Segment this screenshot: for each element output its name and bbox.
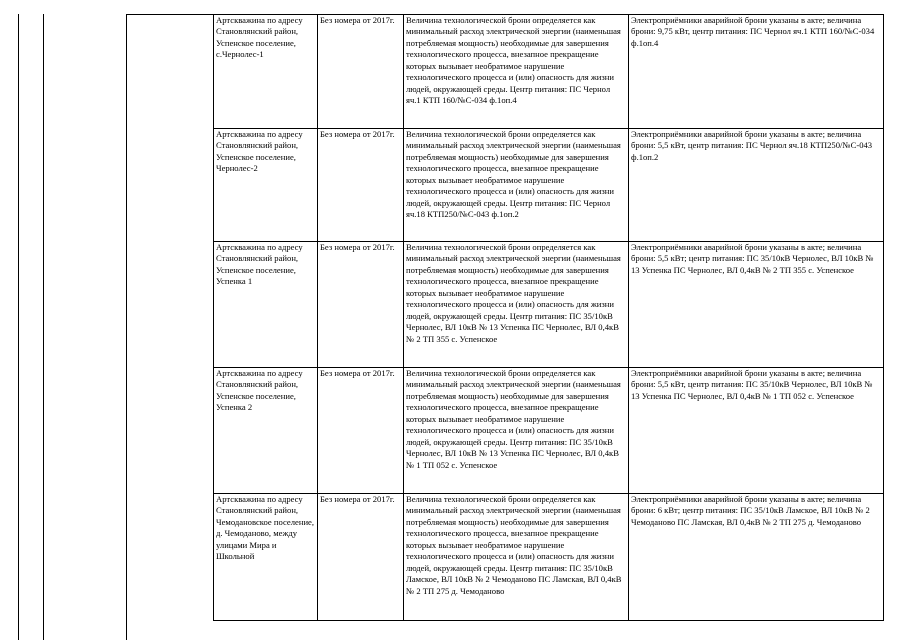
description-cell: Величина технологической брони определяется как минимальный расход электрической энергии (наименьшая потребляемая мощность) необходимые для завершения технологического процесса, внезапное прекращение которых вызывает необратимое нарушение технологического процесса и (или) опасность для жизни людей, окружающей среды. Центр питания: ПС Чернол яч.1 КТП 160/№С-034 ф.1оп.4: [404, 15, 629, 129]
left-column-border-1: [18, 14, 19, 640]
object-cell: Артскважина по адресу Становлянский район, Успенское поселение, Успенка 2: [214, 368, 318, 494]
notes-cell: Электроприёмники аварийной брони указаны в акте; величина брони: 5,5 кВт, центр питания: ПС Чернол яч.18 КТП250/№С-043 ф.1оп.2: [629, 129, 884, 242]
left-column-border-2: [43, 14, 44, 640]
number-cell: Без номера от 2017г.: [318, 368, 404, 494]
notes-cell: Электроприёмники аварийной брони указаны в акте; величина брони: 5,5 кВт; центр питания: ПС 35/10кВ Чернолес, ВЛ 10кВ № 13 Успенка ПС Чернолес, ВЛ 0,4кВ № 2 ТП 355 с. Успенское: [629, 242, 884, 368]
left-column-border-3: [126, 14, 127, 640]
table-row: [214, 129, 884, 242]
object-cell: Артскважина по адресу Становлянский район, Чемодановское поселение, д. Чемоданово, между улицами Мира и Школьной: [214, 494, 318, 621]
description-cell: Величина технологической брони определяется как минимальный расход электрической энергии (наименьшая потребляемая мощность) необходимые для завершения технологического процесса, внезапное прекращение которых вызывает необратимое нарушение технологического процесса и (или) опасность для жизни людей, окружающей среды. Центр питания: ПС 35/10кВ Ламское, ВЛ 10кВ № 2 Чемоданово ПС Ламская, ВЛ 0,4кВ № 2 ТП 275 д. Чемоданово: [404, 494, 629, 621]
number-cell: Без номера от 2017г.: [318, 494, 404, 621]
object-cell: Артскважина по адресу Становлянский район, Успенское поселение, Чернолес-2: [214, 129, 318, 242]
notes-cell: Электроприёмники аварийной брони указаны в акте; величина брони: 5,5 кВт, центр питания: ПС 35/10кВ Чернолес, ВЛ 10кВ № 13 Успенка ПС Чернолес, ВЛ 0,4кВ № 1 ТП 052 с. Успенское: [629, 368, 884, 494]
notes-cell: Электроприёмники аварийной брони указаны в акте; величина брони: 6 кВт; центр питания: ПС 35/10кВ Ламское, ВЛ 10кВ № 2 Чемоданово ПС Ламская, ВЛ 0,4кВ № 2 ТП 275 д. Чемоданово: [629, 494, 884, 621]
table-row: [214, 368, 884, 494]
number-cell: Без номера от 2017г.: [318, 15, 404, 129]
table-row: [214, 494, 884, 621]
object-cell: Артскважина по адресу Становлянский район, Успенское поселение, Успенка 1: [214, 242, 318, 368]
number-cell: Без номера от 2017г.: [318, 129, 404, 242]
description-cell: Величина технологической брони определяется как минимальный расход электрической энергии (наименьшая потребляемая мощность) необходимые для завершения технологического процесса, внезапное прекращение которых вызывает необратимое нарушение технологического процесса и (или) опасность для жизни людей, окружающей среды. Центр питания: ПС 35/10кВ Чернолес, ВЛ 10кВ № 13 Успенка ПС Чернолес, ВЛ 0,4кВ № 2 ТП 355 с. Успенское: [404, 242, 629, 368]
notes-cell: Электроприёмники аварийной брони указаны в акте; величина брони: 9,75 кВт, центр питания: ПС Чернол яч.1 КТП 160/№С-034 ф.1оп.4: [629, 15, 884, 129]
description-cell: Величина технологической брони определяется как минимальный расход электрической энергии (наименьшая потребляемая мощность) необходимые для завершения технологического процесса, внезапное прекращение которых вызывает необратимое нарушение технологического процесса и (или) опасность для жизни людей, окружающей среды. Центр питания: ПС 35/10кВ Чернолес, ВЛ 10кВ № 13 Успенка ПС Чернолес, ВЛ 0,4кВ № 1 ТП 052 с. Успенское: [404, 368, 629, 494]
left-top-border: [126, 14, 213, 15]
table-row: [214, 15, 884, 129]
description-cell: Величина технологической брони определяется как минимальный расход электрической энергии (наименьшая потребляемая мощность) необходимые для завершения технологического процесса, внезапное прекращение которых вызывает необратимое нарушение технологического процесса и (или) опасность для жизни людей, окружающей среды. Центр питания: ПС Чернол яч.18 КТП250/№С-043 ф.1оп.2: [404, 129, 629, 242]
table-row: [214, 242, 884, 368]
emergency-reserve-table: [213, 14, 884, 621]
object-cell: Артскважина по адресу Становлянский район, Успенское поселение, с.Чернолес-1: [214, 15, 318, 129]
number-cell: Без номера от 2017г.: [318, 242, 404, 368]
